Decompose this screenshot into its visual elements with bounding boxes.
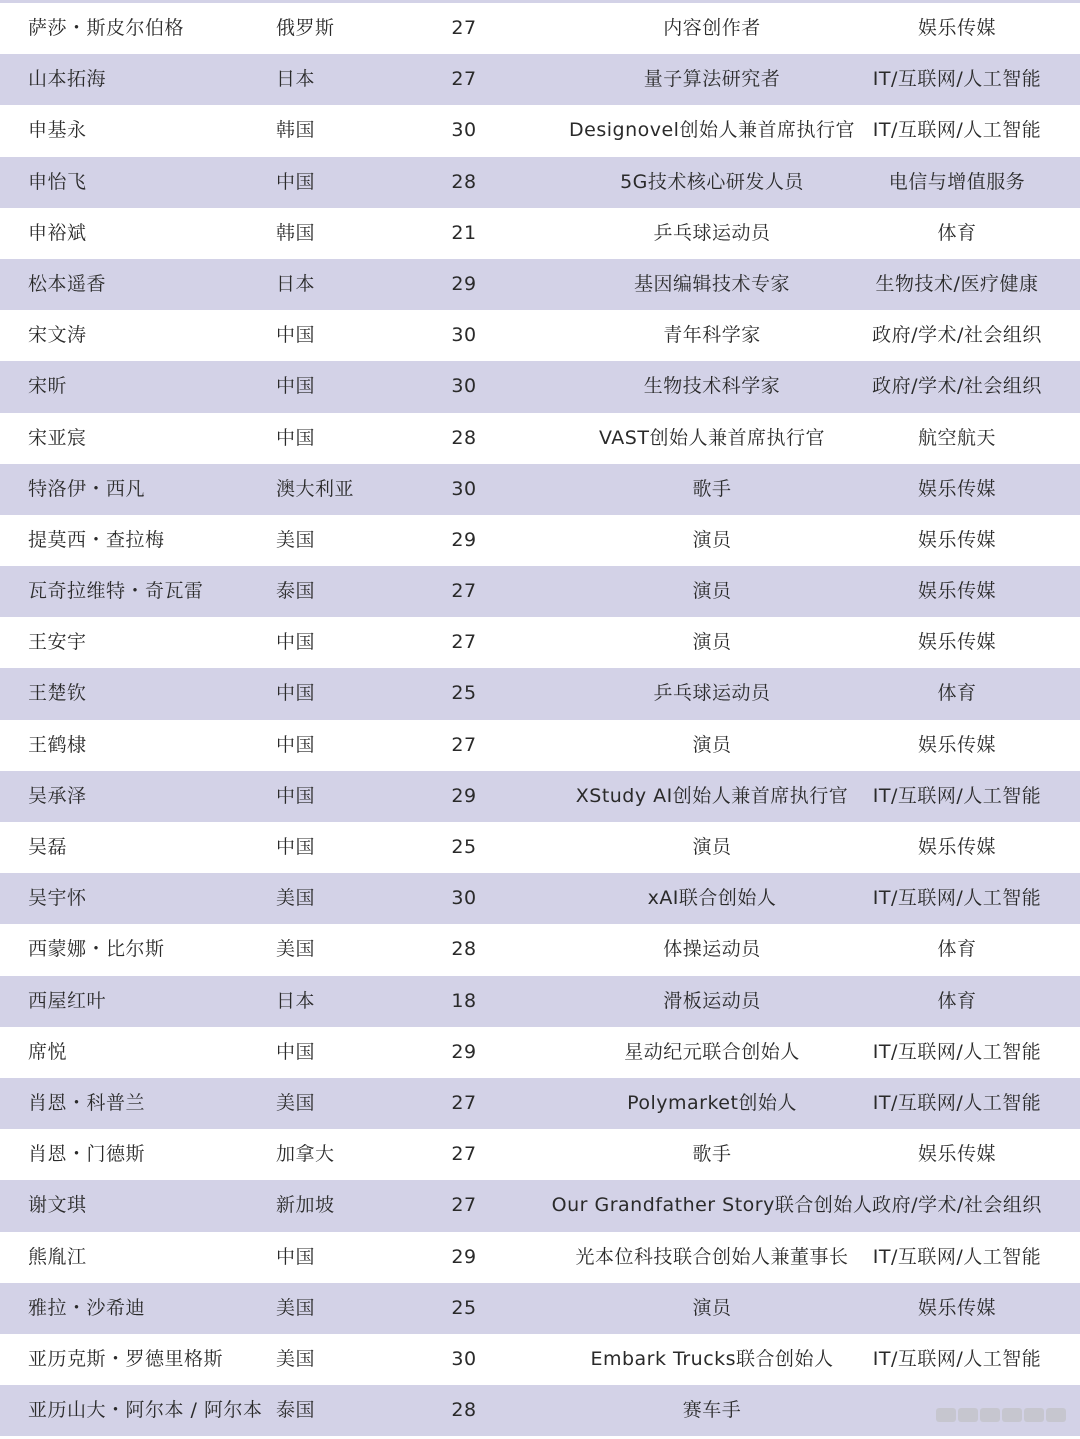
cell-industry: IT/互联网/人工智能 [872, 119, 1042, 142]
cell-industry: 娱乐传媒 [917, 1143, 997, 1166]
cell-name: 吴宇怀 [28, 887, 87, 910]
cell-age: 25 [451, 836, 477, 858]
cell-industry: 电信与增值服务 [888, 170, 1026, 193]
table-row [0, 1385, 1080, 1436]
cell-name: 王鹤棣 [28, 733, 87, 756]
table-row [0, 54, 1080, 105]
cell-title: 生物技术科学家 [643, 375, 781, 398]
cell-country: 中国 [276, 1245, 316, 1268]
cell-country: 中国 [276, 784, 316, 807]
table-row [0, 259, 1080, 310]
cell-title: 乒乓球运动员 [653, 682, 771, 705]
cell-age: 27 [451, 68, 477, 91]
cell-title: xAI联合创始人 [647, 887, 777, 910]
cell-industry: IT/互联网/人工智能 [872, 1245, 1042, 1268]
cell-country: 泰国 [276, 580, 316, 603]
cell-industry: IT/互联网/人工智能 [872, 887, 1042, 910]
cell-name: 申基永 [28, 119, 87, 142]
cell-industry: 娱乐传媒 [917, 631, 997, 654]
cell-title: 演员 [692, 528, 732, 551]
table-row [0, 1129, 1080, 1180]
cell-industry: IT/互联网/人工智能 [872, 784, 1042, 807]
cell-industry: 体育 [937, 221, 977, 244]
table-row [0, 413, 1080, 464]
cell-country: 中国 [276, 375, 316, 398]
cell-age: 27 [451, 580, 477, 603]
cell-industry: 政府/学术/社会组织 [872, 324, 1042, 347]
cell-title: 内容创作者 [663, 17, 761, 39]
cell-country: 美国 [276, 528, 316, 551]
cell-name: 宋亚宸 [28, 426, 87, 449]
cell-country: 澳大利亚 [276, 477, 355, 500]
table-row [0, 873, 1080, 924]
cell-country: 韩国 [276, 221, 316, 244]
cell-name: 肖恩・门德斯 [28, 1143, 146, 1166]
cell-title: 体操运动员 [663, 938, 761, 961]
cell-industry: 体育 [937, 989, 977, 1012]
cell-title: 量子算法研究者 [643, 68, 781, 91]
cell-industry: 政府/学术/社会组织 [872, 375, 1042, 398]
cell-country: 韩国 [276, 119, 316, 142]
roster-table [0, 3, 1080, 1436]
cell-industry: 生物技术/医疗健康 [875, 272, 1039, 295]
cell-title: XStudy AI创始人兼首席执行官 [575, 784, 849, 807]
cell-country: 日本 [276, 989, 316, 1012]
cell-industry: 体育 [937, 938, 977, 961]
cell-industry: 娱乐传媒 [917, 1296, 997, 1319]
cell-age: 25 [451, 1296, 477, 1319]
cell-age: 27 [451, 1143, 477, 1166]
cell-age: 28 [451, 170, 477, 193]
cell-name: 提莫西・查拉梅 [28, 528, 165, 551]
cell-title: 演员 [692, 631, 732, 654]
cell-age: 27 [451, 1091, 477, 1114]
cell-country: 中国 [276, 426, 316, 449]
table-row [0, 1078, 1080, 1129]
table-row [0, 924, 1080, 975]
cell-age: 18 [451, 989, 477, 1012]
cell-industry: 航空航天 [917, 426, 997, 449]
cell-age: 29 [451, 1040, 477, 1063]
cell-name: 王安宇 [28, 631, 87, 654]
table-row [0, 515, 1080, 566]
cell-name: 谢文琪 [28, 1194, 87, 1217]
cell-name: 雅拉・沙希迪 [28, 1296, 146, 1319]
cell-title: 演员 [692, 733, 732, 756]
table-row [0, 771, 1080, 822]
cell-country: 新加坡 [276, 1194, 335, 1217]
cell-country: 中国 [276, 836, 316, 858]
cell-title: 青年科学家 [663, 324, 761, 347]
cell-country: 日本 [276, 68, 316, 91]
cell-title: 演员 [692, 580, 732, 603]
cell-title: 赛车手 [682, 1399, 742, 1422]
cell-age: 30 [451, 477, 477, 500]
cell-name: 山本拓海 [28, 68, 107, 91]
cell-industry: 娱乐传媒 [917, 528, 997, 551]
cell-title: 乒乓球运动员 [653, 221, 771, 244]
cell-age: 28 [451, 938, 477, 961]
cell-age: 30 [451, 375, 477, 398]
cell-name: 瓦奇拉维特・奇瓦雷 [28, 580, 204, 603]
cell-age: 25 [451, 682, 477, 705]
cell-industry: 娱乐传媒 [917, 580, 997, 603]
table-row [0, 310, 1080, 361]
cell-industry: 体育 [937, 682, 977, 705]
cell-name: 西蒙娜・比尔斯 [28, 938, 165, 961]
cell-name: 申裕斌 [28, 221, 87, 244]
cell-name: 熊胤江 [28, 1245, 87, 1268]
table-row [0, 1027, 1080, 1078]
cell-country: 美国 [276, 887, 316, 910]
cell-industry: IT/互联网/人工智能 [872, 1347, 1042, 1370]
cell-country: 美国 [276, 938, 316, 961]
cell-country: 中国 [276, 324, 316, 347]
cell-name: 吴磊 [28, 836, 68, 858]
cell-name: 申怡飞 [28, 170, 87, 193]
cell-age: 27 [451, 733, 477, 756]
cell-country: 中国 [276, 682, 316, 705]
cell-age: 29 [451, 784, 477, 807]
cell-age: 30 [451, 1347, 477, 1370]
cell-industry: 娱乐传媒 [917, 477, 997, 500]
cell-name: 王楚钦 [28, 682, 87, 705]
cell-country: 美国 [276, 1091, 316, 1114]
cell-industry: IT/互联网/人工智能 [872, 68, 1042, 91]
table-row [0, 157, 1080, 208]
table-row [0, 1232, 1080, 1283]
cell-title: 歌手 [692, 1143, 732, 1166]
table-row [0, 976, 1080, 1027]
cell-country: 美国 [276, 1296, 316, 1319]
cell-title: 演员 [692, 1296, 732, 1319]
cell-country: 俄罗斯 [276, 17, 335, 39]
cell-age: 27 [451, 17, 477, 39]
cell-name: 亚历克斯・罗德里格斯 [28, 1347, 224, 1370]
cell-title: 5G技术核心研发人员 [620, 170, 804, 193]
cell-title: 滑板运动员 [663, 989, 761, 1012]
table-row [0, 1334, 1080, 1385]
table-row [0, 720, 1080, 771]
cell-industry: 娱乐传媒 [917, 836, 997, 858]
table-row [0, 668, 1080, 719]
table-row [0, 822, 1080, 873]
table-row [0, 361, 1080, 412]
table-row [0, 105, 1080, 156]
cell-age: 21 [451, 221, 477, 244]
table-row [0, 566, 1080, 617]
cell-name: 松本遥香 [28, 272, 107, 295]
cell-age: 29 [451, 1245, 477, 1268]
cell-country: 泰国 [276, 1399, 316, 1422]
cell-title: Designovel创始人兼首席执行官 [569, 119, 855, 142]
cell-country: 中国 [276, 733, 316, 756]
cell-title: 光本位科技联合创始人兼董事长 [575, 1245, 849, 1268]
cell-industry: IT/互联网/人工智能 [872, 1040, 1042, 1063]
cell-name: 西屋红叶 [28, 989, 107, 1012]
cell-industry: IT/互联网/人工智能 [872, 1091, 1042, 1114]
cell-country: 中国 [276, 170, 316, 193]
cell-age: 27 [451, 631, 477, 654]
table-row [0, 208, 1080, 259]
cell-age: 30 [451, 119, 477, 142]
cell-industry: 政府/学术/社会组织 [872, 1194, 1042, 1217]
cell-name: 吴承泽 [28, 784, 87, 807]
table-row [0, 464, 1080, 515]
cell-title: 演员 [692, 836, 732, 858]
cell-country: 中国 [276, 1040, 316, 1063]
table-row [0, 617, 1080, 668]
cell-age: 28 [451, 1399, 477, 1422]
cell-industry: 娱乐传媒 [917, 17, 997, 39]
table-row [0, 1180, 1080, 1231]
cell-industry: 娱乐传媒 [917, 733, 997, 756]
cell-country: 中国 [276, 631, 316, 654]
cell-country: 日本 [276, 272, 316, 295]
cell-title: Our Grandfather Story联合创始人 [551, 1194, 873, 1217]
cell-title: 星动纪元联合创始人 [624, 1040, 800, 1063]
table-row [0, 1283, 1080, 1334]
cell-age: 29 [451, 272, 477, 295]
cell-title: Polymarket创始人 [627, 1091, 797, 1114]
cell-age: 28 [451, 426, 477, 449]
cell-title: 歌手 [692, 477, 732, 500]
cell-title: Embark Trucks联合创始人 [590, 1347, 834, 1370]
cell-name: 宋昕 [28, 375, 68, 398]
cell-age: 29 [451, 528, 477, 551]
table-row [0, 3, 1080, 54]
cell-age: 30 [451, 324, 477, 347]
cell-age: 30 [451, 887, 477, 910]
watermark-blur-icon [934, 1401, 1066, 1429]
cell-title: VAST创始人兼首席执行官 [599, 426, 825, 449]
cell-country: 美国 [276, 1347, 316, 1370]
cell-name: 肖恩・科普兰 [28, 1091, 146, 1114]
cell-name: 宋文涛 [28, 324, 87, 347]
cell-country: 加拿大 [276, 1143, 335, 1166]
cell-title: 基因编辑技术专家 [633, 272, 791, 295]
cell-name: 特洛伊・西凡 [28, 477, 146, 500]
cell-name: 席悦 [28, 1040, 68, 1063]
cell-name: 萨莎・斯皮尔伯格 [28, 17, 185, 39]
cell-age: 27 [451, 1194, 477, 1217]
cell-name: 亚历山大・阿尔本 / 阿尔本 [28, 1399, 263, 1422]
